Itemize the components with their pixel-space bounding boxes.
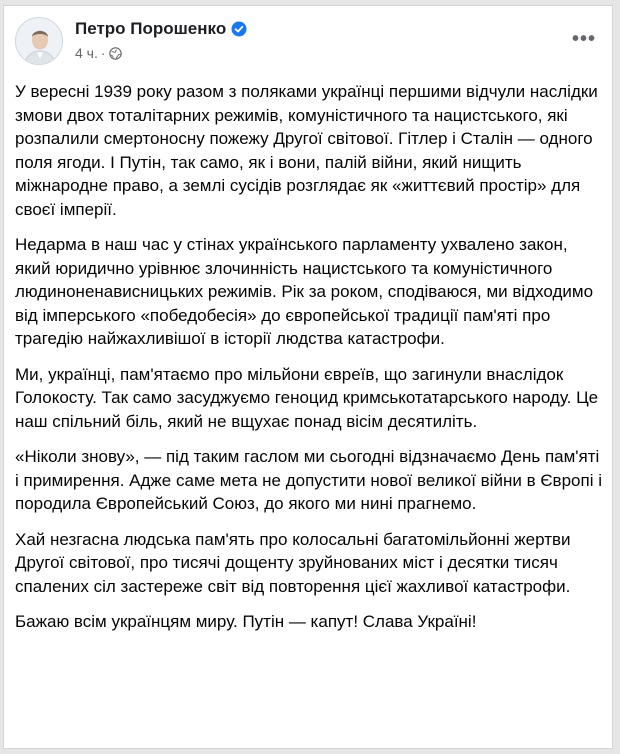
globe-icon[interactable]	[109, 47, 122, 60]
author-line	[75, 19, 247, 39]
post-paragraph: У вересні 1939 року разом з поляками українці першими відчули наслідки змови двох тоталітарних режимів, комуністичного та нацистського, які розпалили смертоносну пожежу Другої світової. Гітлер і Сталін — одного поля ягоди. І Путін, так само, як і вони, палій війни, який нищить міжнародне право, а землі сусідів розглядає як «життєвий простір» для своєї імперії.	[15, 82, 598, 219]
post-timestamp[interactable]: 4 ч.	[75, 45, 98, 61]
post-header	[15, 17, 602, 69]
post-paragraph: Ми, українці, пам'ятаємо про мільйони євреїв, що загинули внаслідок Голокосту. Так само засуджуємо геноцид кримськотатарського народу. Це наш спільний біль, який не вщухає понад вісім десятиліть.	[15, 364, 599, 431]
author-name[interactable]: Петро Порошенко	[75, 19, 227, 38]
post-paragraph: «Ніколи знову», — під таким гаслом ми сьогодні відзначаємо День пам'яті і примирення. Адже саме мета не допустити нової великої війни в Європі і породила Європейський Союз, до якого ми нині прагнемо.	[15, 447, 602, 513]
meta-separator: ·	[100, 45, 106, 61]
verified-badge-icon	[231, 21, 247, 37]
post-paragraph: Бажаю всім українцям миру. Путін — капут! Слава Україні!	[15, 612, 477, 631]
post-meta	[75, 45, 122, 61]
post-paragraph: Хай незгасна людська пам'ять про колосальні багатомільйонні жертви Другої світової, про тисячі дощенту зруйнованих міст і десятки тисяч спалених сіл застереже світ від повторення цієї жахливої катастрофи.	[15, 529, 571, 596]
post-paragraph: Недарма в наш час у стінах українського парламенту ухвалено закон, який юридично урівнює злочинність нацистського та комуністичного людиноненависницьких режимів. Рік за роком, сподіваюся, ми відходимо від імперського «победобесія» до європейської традиції пам'яті про трагедію найжахливішої в історії людства катастрофи.	[15, 235, 594, 348]
avatar[interactable]	[15, 17, 63, 65]
avatar-portrait-icon	[16, 18, 63, 65]
post-body	[15, 80, 605, 646]
more-options-icon[interactable]: •••	[571, 27, 596, 50]
facebook-post	[3, 5, 613, 749]
